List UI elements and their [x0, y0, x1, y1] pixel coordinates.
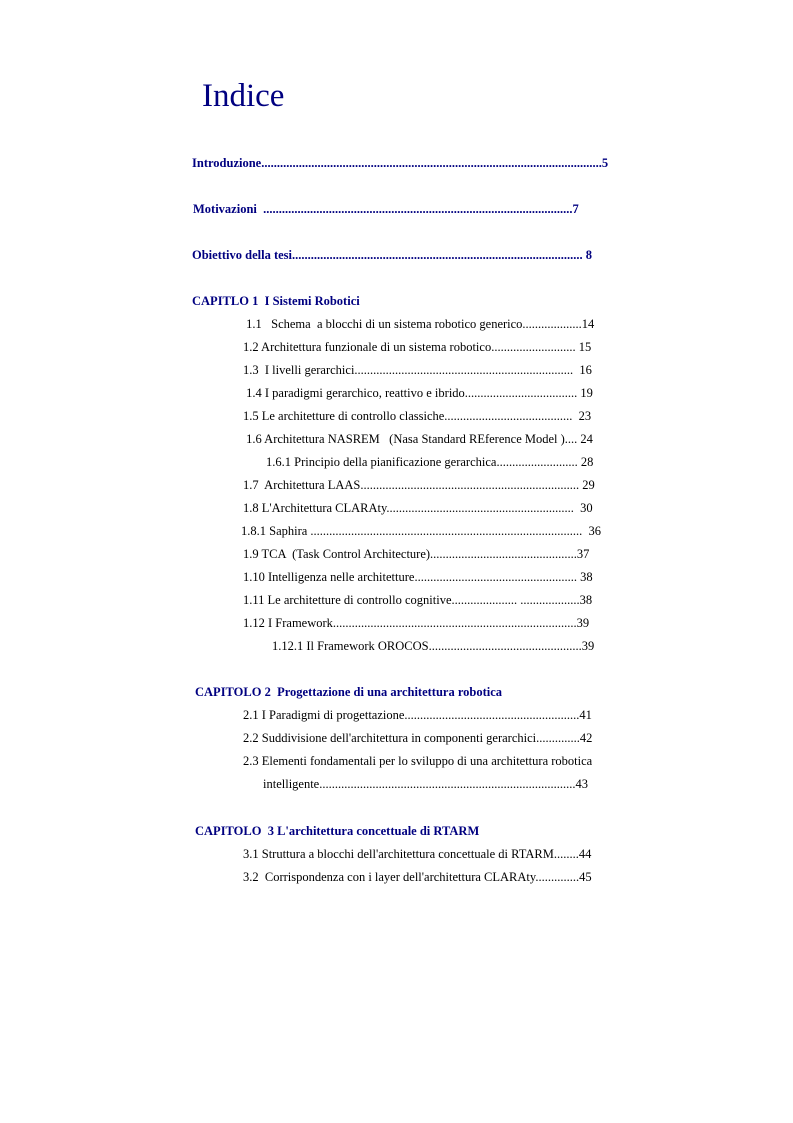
toc-entry[interactable]: 2.1 I Paradigmi di progettazione........................................................41	[243, 708, 592, 722]
toc-entry[interactable]: 3.2 Corrispondenza con i layer dell'architettura CLARAty..............45	[243, 870, 592, 884]
toc-entry[interactable]: 1.6.1 Principio della pianificazione gerarchica.......................... 28	[266, 455, 594, 469]
chapter-3-heading[interactable]: CAPITOLO 3 L'architettura concettuale di RTARM	[195, 824, 480, 838]
chapter-2-heading[interactable]: CAPITOLO 2 Progettazione di una architettura robotica	[195, 685, 503, 699]
toc-entry[interactable]: intelligente..................................................................................43	[263, 777, 588, 791]
toc-entry[interactable]: 2.3 Elementi fondamentali per lo sviluppo di una architettura robotica	[243, 754, 593, 768]
toc-entry[interactable]: 1.12 I Framework..............................................................................39	[243, 616, 590, 630]
toc-entry[interactable]: 1.7 Architettura LAAS...................................................................... 29	[243, 478, 595, 492]
toc-entry[interactable]: 1.12.1 Il Framework OROCOS.................................................39	[272, 639, 595, 653]
toc-entry[interactable]: 1.9 TCA (Task Control Architecture)...............................................37	[243, 547, 590, 561]
toc-entry-motivazioni[interactable]: Motivazioni ...................................................................................................7	[193, 202, 579, 216]
page-title: Indice	[202, 78, 285, 114]
toc-entry[interactable]: 1.6 Architettura NASREM (Nasa Standard REference Model ).... 24	[243, 432, 593, 446]
toc-entry[interactable]: 1.3 I livelli gerarchici...................................................................... 16	[243, 363, 592, 377]
toc-entry-introduzione[interactable]: Introduzione.............................................................................................................5	[192, 156, 609, 170]
toc-entry[interactable]: 1.11 Le architetture di controllo cognitive..................... ...................38	[243, 593, 593, 607]
toc-entry[interactable]: 1.10 Intelligenza nelle architetture.................................................... 38	[243, 570, 593, 584]
toc-entry[interactable]: 3.1 Struttura a blocchi dell'architettura concettuale di RTARM........44	[243, 847, 592, 861]
toc-entry[interactable]: 1.2 Architettura funzionale di un sistema robotico........................... 15	[243, 340, 592, 354]
toc-entry[interactable]: 1.5 Le architetture di controllo classiche......................................... 23	[243, 409, 592, 423]
chapter-1-heading[interactable]: CAPITLO 1 I Sistemi Robotici	[192, 294, 360, 308]
toc-entry[interactable]: 1.8.1 Saphira ....................................................................................... 36	[241, 524, 602, 538]
toc-entry[interactable]: 1.8 L'Architettura CLARAty............................................................ 30	[243, 501, 593, 515]
toc-entry[interactable]: 1.1 Schema a blocchi di un sistema robotico generico...................14	[243, 317, 595, 331]
toc-entry[interactable]: 1.4 I paradigmi gerarchico, reattivo e ibrido.................................... 19	[243, 386, 593, 400]
toc-entry[interactable]: 2.2 Suddivisione dell'architettura in componenti gerarchici..............42	[243, 731, 593, 745]
toc-entry-obiettivo[interactable]: Obiettivo della tesi............................................................................................. 8	[192, 248, 592, 262]
